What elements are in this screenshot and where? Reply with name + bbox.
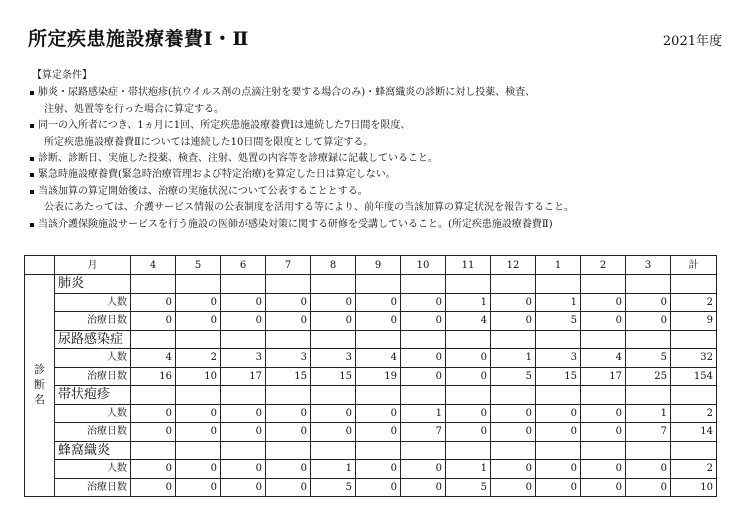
month-col-header: 10 [401,256,446,275]
disease-name-row [25,441,717,460]
disease-blank-cell [671,386,717,405]
disease-blank-cell [401,275,446,294]
disease-blank-cell [536,275,581,294]
month-col-header: 3 [626,256,671,275]
value-cell: 5 [311,478,356,497]
value-cell: 3 [311,349,356,368]
value-cell: 0 [491,293,536,312]
disease-blank-cell [221,330,266,349]
value-cell: 1 [401,404,446,423]
value-cell: 0 [221,293,266,312]
disease-blank-cell [266,275,311,294]
value-cell: 0 [221,312,266,331]
row-label: 治療日数 [55,423,131,442]
disease-blank-cell [131,330,176,349]
disease-blank-cell [356,275,401,294]
table-row [25,423,717,442]
disease-blank-cell [671,275,717,294]
month-col-header: 11 [446,256,491,275]
value-cell: 0 [266,460,311,479]
bullet-icon [30,124,34,128]
table-row [25,460,717,479]
value-cell: 1 [536,293,581,312]
bullet-icon [30,223,34,227]
month-col-header: 7 [266,256,311,275]
disease-blank-cell [446,330,491,349]
value-cell: 0 [311,404,356,423]
value-cell: 0 [626,478,671,497]
value-cell: 0 [536,460,581,479]
month-col-header: 9 [356,256,401,275]
value-cell: 0 [221,404,266,423]
table-row [25,312,717,331]
disease-blank-cell [266,330,311,349]
disease-blank-cell [536,441,581,460]
disease-blank-cell [176,441,221,460]
value-cell: 0 [176,312,221,331]
value-cell: 0 [536,423,581,442]
diagnosis-side-label [25,275,55,497]
value-cell: 4 [356,349,401,368]
disease-blank-cell [311,386,356,405]
disease-name-row [25,386,717,405]
condition-item [30,151,740,167]
value-cell: 4 [581,349,626,368]
disease-blank-cell [446,441,491,460]
disease-blank-cell [266,441,311,460]
value-cell: 1 [446,293,491,312]
month-col-header: 6 [221,256,266,275]
value-cell: 0 [266,293,311,312]
total-cell: 10 [671,478,717,497]
value-cell: 17 [581,367,626,386]
value-cell: 0 [401,367,446,386]
value-cell: 0 [536,404,581,423]
value-cell: 0 [581,423,626,442]
value-cell: 0 [176,478,221,497]
disease-blank-cell [626,441,671,460]
value-cell: 0 [581,293,626,312]
header-corner [25,256,55,275]
monthly-stats-table [24,255,717,497]
value-cell: 0 [446,404,491,423]
condition-line: 注射、処置等を行った場合に算定する。 [44,103,224,115]
value-cell: 0 [401,312,446,331]
month-col-header: 4 [131,256,176,275]
value-cell: 5 [626,349,671,368]
value-cell: 0 [176,423,221,442]
condition-line: 当該加算の算定開始後は、治療の実施状況について公表することとする。 [38,185,368,197]
disease-blank-cell [311,441,356,460]
value-cell: 0 [131,404,176,423]
disease-name: 肺炎 [55,275,131,294]
row-label: 治療日数 [55,312,131,331]
disease-blank-cell [176,330,221,349]
value-cell: 4 [131,349,176,368]
disease-blank-cell [671,441,717,460]
value-cell: 16 [131,367,176,386]
bullet-icon [30,173,34,177]
value-cell: 0 [266,312,311,331]
condition-item [30,167,740,183]
value-cell: 0 [221,423,266,442]
value-cell: 0 [311,312,356,331]
disease-blank-cell [491,441,536,460]
disease-name: 蜂窩織炎 [55,441,131,460]
value-cell: 0 [356,404,401,423]
total-cell: 9 [671,312,717,331]
value-cell: 0 [491,404,536,423]
value-cell: 0 [176,293,221,312]
value-cell: 0 [131,460,176,479]
condition-item [30,217,740,233]
disease-blank-cell [626,275,671,294]
row-label: 人数 [55,404,131,423]
row-label: 治療日数 [55,478,131,497]
disease-blank-cell [176,386,221,405]
value-cell: 0 [221,478,266,497]
table-row [25,293,717,312]
diagnosis-char: 名 [34,393,45,406]
value-cell: 5 [446,478,491,497]
value-cell: 0 [581,460,626,479]
value-cell: 0 [581,404,626,423]
value-cell: 0 [581,312,626,331]
disease-blank-cell [491,330,536,349]
disease-name: 帯状疱疹 [55,386,131,405]
conditions-heading: 【算定条件】 [32,70,92,81]
value-cell: 1 [626,404,671,423]
table-header-row [25,256,717,275]
value-cell: 0 [356,460,401,479]
value-cell: 0 [356,312,401,331]
condition-line: 同一の入所者につき、1ヵ月に1回、所定疾患施設療養費Ⅰは連続した7日間を限度、 [38,120,411,132]
total-cell: 2 [671,293,717,312]
disease-blank-cell [131,441,176,460]
value-cell: 15 [536,367,581,386]
disease-blank-cell [131,386,176,405]
month-header: 月 [55,256,131,275]
value-cell: 4 [446,312,491,331]
value-cell: 0 [491,460,536,479]
condition-line: 所定疾患施設療養費Ⅱについては連続した10日間を限度として算定する。 [44,136,374,148]
row-label: 人数 [55,293,131,312]
bullet-icon [30,91,34,95]
value-cell: 0 [266,478,311,497]
disease-blank-cell [356,330,401,349]
condition-line: 肺炎・尿路感染症・帯状疱疹(抗ウイルス剤の点滴注射を要する場合のみ)・蜂窩織炎の診断に対し投薬、検査、 [38,87,536,99]
month-col-header: 8 [311,256,356,275]
disease-blank-cell [266,386,311,405]
row-label: 人数 [55,349,131,368]
total-cell: 2 [671,460,717,479]
disease-blank-cell [536,330,581,349]
month-col-header: 2 [581,256,626,275]
disease-blank-cell [401,441,446,460]
value-cell: 0 [176,404,221,423]
page-title: 所定疾患施設療養費Ⅰ・Ⅱ [28,28,249,50]
disease-name-row [25,275,717,294]
total-cell: 154 [671,367,717,386]
disease-blank-cell [581,275,626,294]
condition-line: 診断、診断日、実施した投薬、検査、注射、処置の内容等を診療録に記載していること。 [38,153,438,165]
bullet-icon [30,190,34,194]
value-cell: 15 [266,367,311,386]
condition-item [30,85,740,118]
table-row [25,349,717,368]
disease-blank-cell [356,441,401,460]
value-cell: 0 [401,460,446,479]
disease-blank-cell [626,386,671,405]
value-cell: 0 [446,367,491,386]
value-cell: 0 [356,423,401,442]
value-cell: 5 [536,312,581,331]
total-cell: 14 [671,423,717,442]
disease-blank-cell [131,275,176,294]
value-cell: 0 [311,423,356,442]
table-row [25,367,717,386]
total-cell: 2 [671,404,717,423]
value-cell: 19 [356,367,401,386]
value-cell: 7 [401,423,446,442]
calculation-conditions [30,68,740,233]
disease-blank-cell [446,386,491,405]
value-cell: 1 [491,349,536,368]
condition-item [30,118,740,151]
disease-blank-cell [536,386,581,405]
value-cell: 7 [626,423,671,442]
value-cell: 3 [536,349,581,368]
disease-blank-cell [356,386,401,405]
value-cell: 0 [446,423,491,442]
fiscal-year: 2021年度 [662,34,722,49]
value-cell: 1 [446,460,491,479]
disease-blank-cell [311,330,356,349]
condition-line: 公表にあたっては、介護サービス情報の公表制度を活用する等により、前年度の当該加算の算定状況を報告すること。 [44,202,574,214]
value-cell: 0 [221,460,266,479]
value-cell: 0 [131,478,176,497]
disease-blank-cell [491,275,536,294]
disease-blank-cell [401,386,446,405]
value-cell: 0 [131,423,176,442]
value-cell: 0 [131,293,176,312]
disease-blank-cell [671,330,717,349]
disease-blank-cell [176,275,221,294]
month-col-header: 1 [536,256,581,275]
bullet-icon [30,157,34,161]
value-cell: 10 [176,367,221,386]
table-row [25,404,717,423]
disease-blank-cell [446,275,491,294]
value-cell: 2 [176,349,221,368]
value-cell: 0 [581,478,626,497]
value-cell: 0 [401,478,446,497]
value-cell: 0 [401,293,446,312]
value-cell: 0 [626,312,671,331]
value-cell: 0 [266,404,311,423]
disease-name: 尿路感染症 [55,330,131,349]
row-label: 人数 [55,460,131,479]
value-cell: 0 [176,460,221,479]
month-col-header: 12 [491,256,536,275]
value-cell: 0 [446,349,491,368]
value-cell: 3 [266,349,311,368]
condition-item [30,184,740,217]
row-label: 治療日数 [55,367,131,386]
disease-blank-cell [401,330,446,349]
diagnosis-vertical-text [34,362,45,407]
disease-name-row [25,330,717,349]
conditions-list [30,85,740,233]
value-cell: 5 [491,367,536,386]
diagnosis-char: 断 [34,378,45,391]
disease-blank-cell [491,386,536,405]
diagnosis-char: 診 [34,363,45,376]
value-cell: 25 [626,367,671,386]
value-cell: 0 [491,423,536,442]
month-col-header: 5 [176,256,221,275]
value-cell: 17 [221,367,266,386]
value-cell: 15 [311,367,356,386]
disease-blank-cell [581,441,626,460]
total-header: 計 [671,256,717,275]
disease-blank-cell [221,275,266,294]
value-cell: 3 [221,349,266,368]
value-cell: 0 [491,312,536,331]
table-row [25,478,717,497]
value-cell: 0 [491,478,536,497]
value-cell: 0 [626,460,671,479]
value-cell: 1 [311,460,356,479]
total-cell: 32 [671,349,717,368]
value-cell: 0 [131,312,176,331]
value-cell: 0 [401,349,446,368]
value-cell: 0 [356,293,401,312]
disease-blank-cell [221,441,266,460]
value-cell: 0 [266,423,311,442]
disease-blank-cell [626,330,671,349]
disease-blank-cell [311,275,356,294]
disease-blank-cell [581,386,626,405]
value-cell: 0 [356,478,401,497]
condition-line: 当該介護保険施設サービスを行う施設の医師が感染対策に関する研修を受講していること。(所定疾患施設療養費Ⅱ) [38,218,553,230]
value-cell: 0 [626,293,671,312]
value-cell: 0 [536,478,581,497]
disease-blank-cell [581,330,626,349]
disease-blank-cell [221,386,266,405]
condition-line: 緊急時施設療養費(緊急時治療管理および特定治療)を算定した日は算定しない。 [38,169,396,181]
value-cell: 0 [311,293,356,312]
